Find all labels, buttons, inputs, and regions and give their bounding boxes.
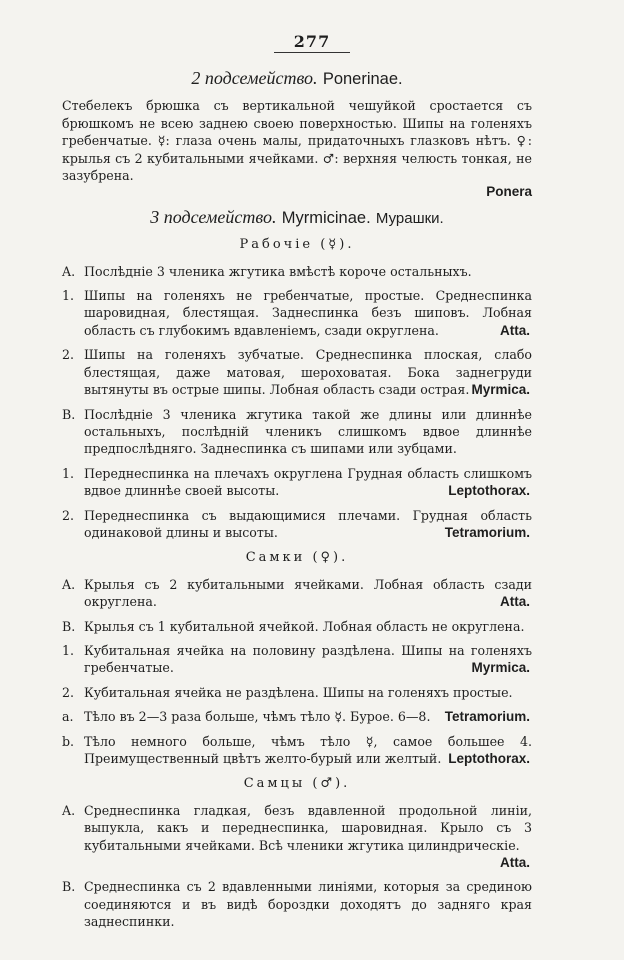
genus-name: Atta. <box>500 594 530 610</box>
male-key-entry <box>62 802 532 872</box>
entry-marker: 1. <box>62 642 75 658</box>
females-heading: Самки (♀). <box>245 550 349 566</box>
males-key <box>62 802 532 931</box>
entry-marker: A. <box>62 576 76 592</box>
worker-key-entry <box>62 465 532 500</box>
entry-text: Крылья съ 2 кубитальными ячейками. Лобная область сзади округлена. <box>84 576 532 610</box>
entry-marker: 1. <box>62 288 75 304</box>
entry-text: Кубитальная ячейка не раздѣлена. Шипы на голеняхъ простые. <box>84 684 513 700</box>
entry-marker: a. <box>62 709 74 725</box>
entry-text: Тѣло въ 2—3 раза больше, чѣмъ тѣло ☿. Бурое. 6—8. <box>84 709 431 725</box>
females-key <box>62 576 532 768</box>
worker-key-entry <box>62 287 532 339</box>
female-key-entry <box>62 576 532 611</box>
genus-name: Tetramorium. <box>444 524 530 540</box>
workers-key <box>62 263 532 542</box>
male-key-entry <box>62 878 532 930</box>
genus-name: Atta. <box>500 322 530 338</box>
entry-text: Среднеспинка съ 2 вдавленными линіями, которыя за срединою соединяются и въ видѣ бороздки доходятъ до задняго края заднеспинки. <box>84 879 532 930</box>
worker-key-entry <box>62 346 532 398</box>
subfamily-2-prefix: 2 подсемейство. <box>191 68 318 88</box>
female-key-entry <box>62 733 532 768</box>
subfamily-3-latin: Myrmicinae. <box>281 208 371 227</box>
entry-text: Среднеспинка гладкая, безъ вдавленной продольной линіи, выпукла, какъ и переднеспинка, шаровидная. Крыло съ 3 кубитальными ячейками. Всѣ членики жгутика цилиндрическіе. <box>84 802 532 853</box>
entry-marker: A. <box>62 802 76 818</box>
subfamily-3-russian: Мурашки. <box>375 209 444 227</box>
entry-marker: 2. <box>62 347 75 363</box>
page-content <box>62 68 532 931</box>
entry-marker: B. <box>62 406 76 422</box>
subfamily-2-heading <box>62 70 532 88</box>
female-key-entry <box>62 618 532 635</box>
entry-marker: B. <box>62 879 76 895</box>
entry-marker: A. <box>62 263 76 279</box>
entry-text: Переднеспинка съ выдающимися плечами. Грудная область одинаковой длины и высоты. <box>84 507 532 540</box>
worker-key-entry <box>62 406 532 458</box>
subfamily-2-description: Стебелекъ брюшка съ вертикальной чешуйкой сростается съ брюшкомъ не всею заднею своею поверхностью. Шипы на голеняхъ гребенчатые. ☿: глаза очень малы, придаточныхъ глазковъ нѣтъ. ♀: крылья съ 2 кубитальными ячейками. ♂: верхняя челюсть тонкая, не зазубрена. <box>62 98 532 184</box>
genus-name: Tetramorium. <box>444 709 530 725</box>
female-key-entry <box>62 684 532 701</box>
subfamily-2-latin: Ponerinae. <box>322 70 403 88</box>
entry-marker: b. <box>62 733 75 749</box>
entry-marker: B. <box>62 618 76 634</box>
genus-name: Atta. <box>500 855 530 871</box>
entry-text: Шипы на голеняхъ зубчатые. Среднеспинка плоская, слабо блестящая, даже матовая, шероховатая. Бока заднегруди вытянуты въ острые шипы. Лобная область сзади острая. <box>84 347 532 398</box>
entry-marker: 2. <box>62 507 75 523</box>
entry-text: Шипы на голеняхъ не гребенчатые, простые. Среднеспинка шаровидная, блестящая. Заднеспинка безъ шиповъ. Лобная область съ глубокимъ вдавленіемъ, сзади округлена. <box>84 288 532 338</box>
subfamily-3-prefix: 3 подсемейство. <box>150 206 277 227</box>
page-number: 277 <box>274 32 350 53</box>
entry-text: Послѣдніе 3 членика жгутика такой же длины или длиннѣе остальныхъ, послѣдній членикъ слишкомъ вдвое длиннѣе предпослѣдняго. Заднеспинка съ шипами или зубцами. <box>84 406 532 457</box>
entry-marker: 2. <box>62 684 75 700</box>
worker-key-entry <box>62 507 532 542</box>
entry-text: Крылья съ 1 кубитальной ячейкой. Лобная область не округлена. <box>84 618 525 634</box>
subfamily-3-heading <box>62 206 532 227</box>
female-key-entry <box>62 642 532 677</box>
genus-name: Myrmica. <box>471 382 530 398</box>
genus-name: Leptothorax. <box>448 483 530 499</box>
genus-name: Myrmica. <box>471 660 530 676</box>
worker-key-entry <box>62 263 532 280</box>
entry-text: Тѣло немного больше, чѣмъ тѣло ☿, самое большее 4. Преимущественный цвѣтъ желто-бурый или желтый. <box>84 733 532 766</box>
entry-text: Кубитальная ячейка на половину раздѣлена. Шипы на голеняхъ гребенчатые. <box>84 642 532 676</box>
female-key-entry <box>62 708 532 725</box>
genus-ponera: Ponera <box>486 184 532 200</box>
genus-name: Leptothorax. <box>448 751 530 766</box>
entry-text: Переднеспинка на плечахъ округлена Грудная область слишкомъ вдвое длиннѣе своей высоты. <box>84 465 532 499</box>
entry-marker: 1. <box>62 465 75 481</box>
workers-heading: Рабочіе (☿). <box>239 237 355 253</box>
entry-text: Послѣдніе 3 членика жгутика вмѣстѣ короче остальныхъ. <box>84 263 472 279</box>
males-heading: Самцы (♂). <box>243 776 351 792</box>
